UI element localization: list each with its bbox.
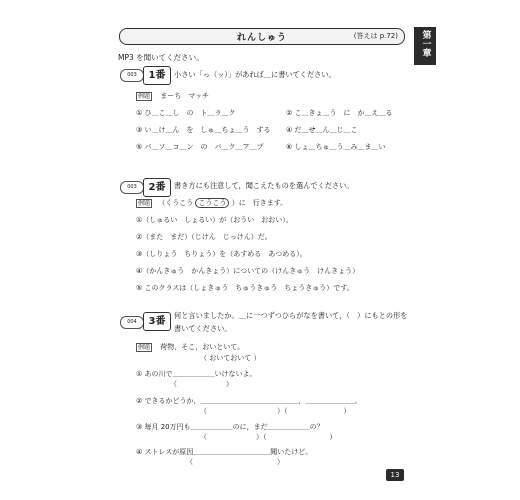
intro-text: MP3 を聞いてください。 [118,53,204,62]
example-row [136,91,209,101]
list-item: ① あの川で＿＿＿＿＿＿いけないよ。 [136,370,257,378]
list-item: ⑤ パ＿ソ＿コ＿ン の バ＿ク＿ア＿プ [136,143,264,151]
paren-row: （ ） [186,458,284,466]
question-3-badge: 3番 [143,312,171,331]
section-title-bar [119,28,405,45]
list-item: ③ 毎月 20万円も＿＿＿＿＿＿のに，まだ＿＿＿＿＿＿の？ [136,423,324,431]
list-item: ⑤ このクラスは（しょきゅう ちゅうきゅう ちょうきゅう）です。 [136,284,354,292]
list-item: ① ひ＿こ＿し の ト＿ラ＿ク [136,109,236,117]
example-text-pre: （くうこう [158,199,194,207]
example-row [136,342,244,352]
list-item: ② こ＿きょ＿う に か＿え＿る [286,109,393,117]
example-text-post: ）に 行きます。 [231,199,288,207]
list-item: ④ だ＿せ＿ん＿じ＿こ [286,126,358,134]
list-item: ①（しゅるい しょるい）が（おうい おおい）。 [136,216,293,224]
example-label: 例題 [138,93,151,100]
chapter-tab-label: 第一章 [420,30,431,57]
list-item: ④ ストレスが原因＿＿＿＿＿＿＿＿＿＿＿聞いたけど。 [136,448,313,456]
question-2-badge: 2番 [143,178,171,197]
question-1-instruction: 小さい「っ（ッ）」があれば＿に書いてください。 [174,70,336,79]
question-3-instruction-line2: 書いてください。 [174,324,232,333]
question-3-instruction-line1: 何と言いましたか。＿に一つずつひらがなを書いて，（ ）にもとの形を [174,311,408,320]
chapter-tab [414,27,436,65]
paren-row: （ ） [170,380,233,388]
example-circled-choice: こうこう [195,198,229,208]
example-text: まーち マッチ [160,92,209,100]
list-item: ② できるかどうか，＿＿＿＿＿＿＿＿＿＿＿＿＿＿，＿＿＿＿＿＿＿。 [136,397,362,405]
list-item: ⑥ しょ＿ちゅ＿う＿み＿ま＿い [286,143,386,151]
page-number: 13 [386,469,404,481]
list-item: ④（かんきゅう かんきょう）についての（けんきゅう けんきょう） [136,267,360,275]
paren-row: （ ）（ ） [200,407,351,415]
example-row [136,198,287,208]
list-item: ③（しりょう ちりょう）を（あすめる あつめる）。 [136,250,307,258]
section-title: れんしゅう [236,33,287,43]
question-1-badge: 1番 [143,66,171,85]
track-icon: 003 [120,69,144,82]
example-paren: （ おいておいて ） [200,354,261,362]
answer-reference: (答えは p.72) [353,32,398,40]
track-icon: 004 [120,316,144,329]
track-icon: 003 [120,181,144,194]
example-text: 荷物，そこ，おいといて。 [160,343,245,351]
list-item: ③ い＿け＿ん を しゅ＿ちょ＿う する [136,126,271,134]
example-label: 例題 [138,200,151,207]
list-item: ②（また まだ）（じけん じっけん）だ。 [136,233,272,241]
paren-row: （ ）（ ） [200,433,337,441]
question-2-instruction: 書き方にも注意して，聞こえたものを選んでください。 [174,181,354,190]
example-label: 例題 [138,344,151,351]
